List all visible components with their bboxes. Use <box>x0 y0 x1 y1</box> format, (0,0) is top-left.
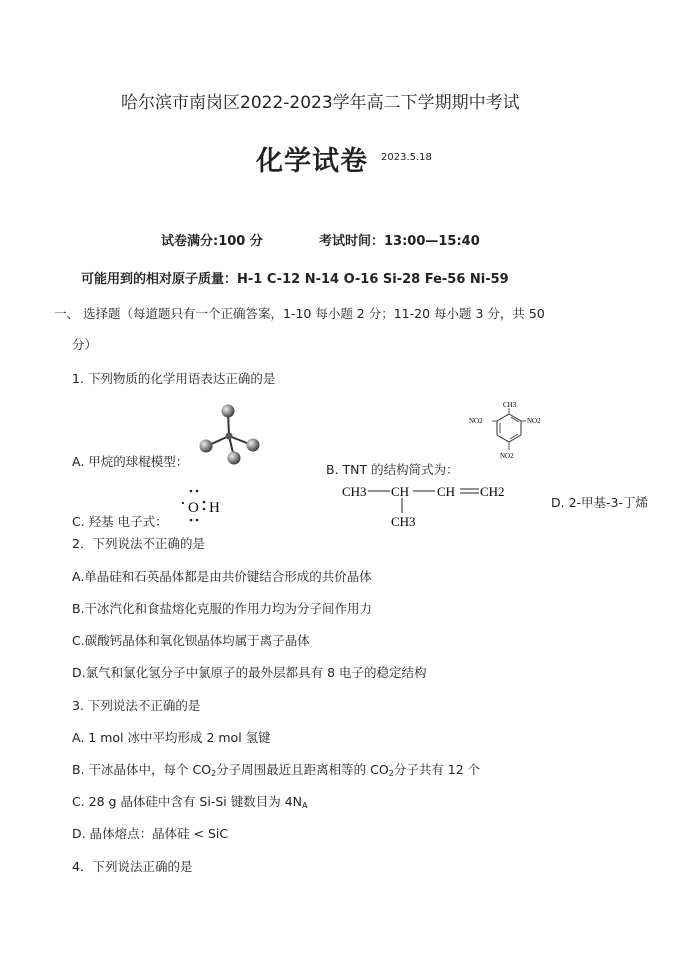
alkene-c1: CH3 <box>342 484 367 499</box>
q1-option-a: A. 甲烷的球棍模型： <box>72 454 189 469</box>
alkene-c2: CH <box>391 484 410 499</box>
q1-option-b: B. TNT 的结构简式为： <box>326 462 459 477</box>
q2-option-d: D.氯气和氯化氢分子中氯原子的最外层都具有 8 电子的稳定结构 <box>72 665 427 680</box>
q3-stem: 3. 下列说法不正确的是 <box>72 698 201 713</box>
hydroxyl-electron-formula <box>172 486 232 530</box>
q3-option-a: A. 1 mol 冰中平均形成 2 mol 氢键 <box>72 730 271 745</box>
q3-option-c-text: C. 28 g 晶体硅中含有 Si-Si 键数目为 4N <box>72 794 303 809</box>
exam-title-line: 哈尔滨市南岗区2022-2023学年高二下学期期中考试 <box>121 93 520 113</box>
tnt-no2-bottom: NO2 <box>500 452 514 460</box>
section-heading-cont: 分） <box>72 337 98 352</box>
alkene-branch: CH3 <box>391 514 416 529</box>
tnt-no2-right: NO2 <box>527 417 541 425</box>
q3-option-c <box>72 792 308 810</box>
score-info: 试卷满分:100 分 <box>161 234 263 249</box>
page-title: 化学试卷 <box>256 146 368 177</box>
q2-option-c: C.碳酸钙晶体和氧化钡晶体均属于离子晶体 <box>72 633 310 648</box>
co2-subscript: 2 <box>211 769 217 778</box>
section-heading: 一、 选择题（每道题只有一个正确答案，1-10 每小题 2 分；11-20 每小题 3 分，共 50 <box>54 306 545 321</box>
q3-option-b-mid: 分子周围最近且距离相等的 CO <box>216 762 389 777</box>
q3-option-b-pre: B. 干冰晶体中，每个 CO <box>72 762 212 777</box>
exam-date: 2023.5.18 <box>381 152 432 163</box>
alkene-structure <box>338 480 528 530</box>
q1-option-c: C. 羟基 电子式： <box>72 514 168 529</box>
q3-option-b-post: 分子共有 12 个 <box>393 762 481 777</box>
hydroxyl-o: O <box>188 500 199 516</box>
co2-subscript: 2 <box>388 769 394 778</box>
q1-option-d: D. 2-甲基-3-丁烯 <box>551 495 649 510</box>
q3-option-d: D. 晶体熔点：晶体硅 < SiC <box>72 826 229 841</box>
tnt-ch3-label: CH3 <box>503 401 517 409</box>
methane-ball-stick-model <box>195 400 275 470</box>
time-info: 考试时间：13:00—15:40 <box>319 234 480 249</box>
q3-option-b <box>72 760 480 778</box>
q2-stem: 2．下列说法不正确的是 <box>72 536 205 551</box>
atomic-masses: 可能用到的相对原子质量：H-1 C-12 N-14 O-16 Si-28 Fe-56 Ni-59 <box>81 272 509 287</box>
alkene-c3: CH <box>437 484 456 499</box>
alkene-c4: CH2 <box>480 484 505 499</box>
avogadro-subscript: A <box>302 801 308 810</box>
tnt-structure <box>466 398 556 468</box>
q2-option-a: A.单晶硅和石英晶体都是由共价键结合形成的共价晶体 <box>72 569 372 584</box>
q2-option-b: B.干冰汽化和食盐熔化克服的作用力均为分子间作用力 <box>72 601 373 616</box>
tnt-no2-left: NO2 <box>469 417 483 425</box>
hydroxyl-h: H <box>209 500 220 516</box>
q1-stem: 1. 下列物质的化学用语表达正确的是 <box>72 371 276 386</box>
q4-stem: 4．下列说法正确的是 <box>72 859 193 874</box>
